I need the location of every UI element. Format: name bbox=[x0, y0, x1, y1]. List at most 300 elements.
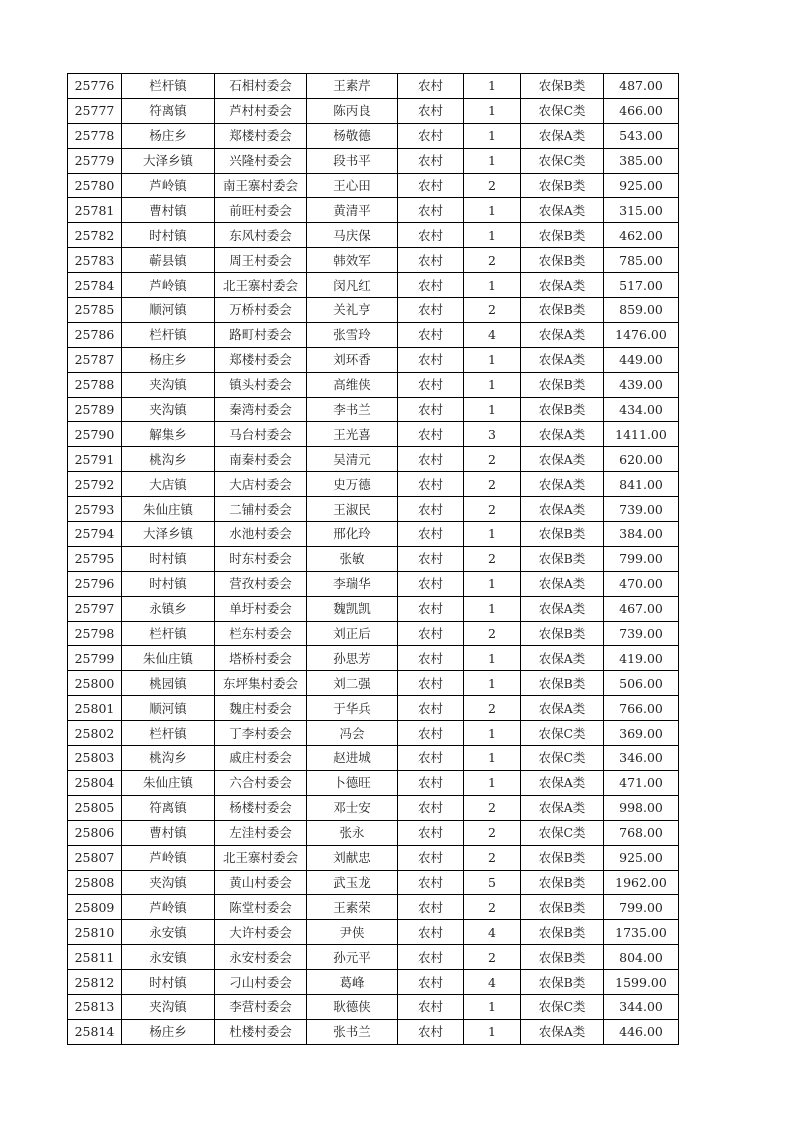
village-committee-cell: 马台村委会 bbox=[215, 422, 307, 447]
town-cell: 朱仙庄镇 bbox=[122, 497, 215, 522]
household-size-cell: 1 bbox=[464, 571, 521, 596]
household-size-cell: 1 bbox=[464, 347, 521, 372]
insurance-category-cell: 农保A类 bbox=[521, 472, 604, 497]
residence-type-cell: 农村 bbox=[398, 696, 464, 721]
amount-cell: 1735.00 bbox=[604, 920, 679, 945]
town-cell: 栏杆镇 bbox=[122, 721, 215, 746]
table-row bbox=[68, 870, 679, 895]
table-row bbox=[68, 845, 679, 870]
residence-type-cell: 农村 bbox=[398, 472, 464, 497]
insurance-category-cell: 农保B类 bbox=[521, 920, 604, 945]
residence-type-cell: 农村 bbox=[398, 422, 464, 447]
household-size-cell: 1 bbox=[464, 522, 521, 547]
town-cell: 符离镇 bbox=[122, 795, 215, 820]
table-row bbox=[68, 596, 679, 621]
town-cell: 杨庄乡 bbox=[122, 123, 215, 148]
household-size-cell: 2 bbox=[464, 945, 521, 970]
residence-type-cell: 农村 bbox=[398, 621, 464, 646]
household-size-cell: 1 bbox=[464, 1019, 521, 1044]
table-row bbox=[68, 322, 679, 347]
insurance-category-cell: 农保B类 bbox=[521, 895, 604, 920]
household-size-cell: 1 bbox=[464, 721, 521, 746]
insurance-category-cell: 农保C类 bbox=[521, 148, 604, 173]
residence-type-cell: 农村 bbox=[398, 746, 464, 771]
household-size-cell: 1 bbox=[464, 596, 521, 621]
village-committee-cell: 单圩村委会 bbox=[215, 596, 307, 621]
insurance-category-cell: 农保A类 bbox=[521, 322, 604, 347]
amount-cell: 466.00 bbox=[604, 98, 679, 123]
table-row bbox=[68, 970, 679, 995]
household-size-cell: 5 bbox=[464, 870, 521, 895]
record-id-cell: 25796 bbox=[68, 571, 122, 596]
amount-cell: 925.00 bbox=[604, 845, 679, 870]
household-size-cell: 1 bbox=[464, 273, 521, 298]
table-row bbox=[68, 920, 679, 945]
insurance-category-cell: 农保A类 bbox=[521, 696, 604, 721]
amount-cell: 467.00 bbox=[604, 596, 679, 621]
town-cell: 永安镇 bbox=[122, 945, 215, 970]
village-committee-cell: 路町村委会 bbox=[215, 322, 307, 347]
person-name-cell: 吴清元 bbox=[307, 447, 398, 472]
residence-type-cell: 农村 bbox=[398, 273, 464, 298]
residence-type-cell: 农村 bbox=[398, 1019, 464, 1044]
person-name-cell: 史万德 bbox=[307, 472, 398, 497]
town-cell: 顺河镇 bbox=[122, 696, 215, 721]
person-name-cell: 黄清平 bbox=[307, 198, 398, 223]
table-row bbox=[68, 497, 679, 522]
town-cell: 芦岭镇 bbox=[122, 845, 215, 870]
town-cell: 大泽乡镇 bbox=[122, 148, 215, 173]
person-name-cell: 冯会 bbox=[307, 721, 398, 746]
record-id-cell: 25797 bbox=[68, 596, 122, 621]
insurance-category-cell: 农保C类 bbox=[521, 98, 604, 123]
person-name-cell: 李书兰 bbox=[307, 397, 398, 422]
amount-cell: 859.00 bbox=[604, 298, 679, 323]
person-name-cell: 武玉龙 bbox=[307, 870, 398, 895]
residence-type-cell: 农村 bbox=[398, 770, 464, 795]
amount-cell: 998.00 bbox=[604, 795, 679, 820]
insurance-category-cell: 农保B类 bbox=[521, 298, 604, 323]
village-committee-cell: 戚庄村委会 bbox=[215, 746, 307, 771]
records-table bbox=[67, 73, 679, 1045]
person-name-cell: 邢化玲 bbox=[307, 522, 398, 547]
table-row bbox=[68, 223, 679, 248]
household-size-cell: 2 bbox=[464, 845, 521, 870]
town-cell: 桃园镇 bbox=[122, 671, 215, 696]
village-committee-cell: 前旺村委会 bbox=[215, 198, 307, 223]
record-id-cell: 25802 bbox=[68, 721, 122, 746]
record-id-cell: 25788 bbox=[68, 372, 122, 397]
amount-cell: 449.00 bbox=[604, 347, 679, 372]
table-row bbox=[68, 721, 679, 746]
amount-cell: 419.00 bbox=[604, 646, 679, 671]
residence-type-cell: 农村 bbox=[398, 994, 464, 1019]
record-id-cell: 25778 bbox=[68, 123, 122, 148]
amount-cell: 315.00 bbox=[604, 198, 679, 223]
insurance-category-cell: 农保A类 bbox=[521, 497, 604, 522]
town-cell: 永安镇 bbox=[122, 920, 215, 945]
person-name-cell: 刘环香 bbox=[307, 347, 398, 372]
record-id-cell: 25798 bbox=[68, 621, 122, 646]
person-name-cell: 高维侠 bbox=[307, 372, 398, 397]
household-size-cell: 4 bbox=[464, 920, 521, 945]
record-id-cell: 25809 bbox=[68, 895, 122, 920]
residence-type-cell: 农村 bbox=[398, 522, 464, 547]
village-committee-cell: 大许村委会 bbox=[215, 920, 307, 945]
table-row bbox=[68, 522, 679, 547]
village-committee-cell: 万桥村委会 bbox=[215, 298, 307, 323]
record-id-cell: 25808 bbox=[68, 870, 122, 895]
household-size-cell: 1 bbox=[464, 123, 521, 148]
insurance-category-cell: 农保A类 bbox=[521, 347, 604, 372]
insurance-category-cell: 农保B类 bbox=[521, 546, 604, 571]
town-cell: 芦岭镇 bbox=[122, 895, 215, 920]
record-id-cell: 25777 bbox=[68, 98, 122, 123]
village-committee-cell: 黄山村委会 bbox=[215, 870, 307, 895]
person-name-cell: 关礼亨 bbox=[307, 298, 398, 323]
residence-type-cell: 农村 bbox=[398, 820, 464, 845]
person-name-cell: 张书兰 bbox=[307, 1019, 398, 1044]
town-cell: 时村镇 bbox=[122, 546, 215, 571]
person-name-cell: 邓士安 bbox=[307, 795, 398, 820]
record-id-cell: 25800 bbox=[68, 671, 122, 696]
town-cell: 时村镇 bbox=[122, 571, 215, 596]
town-cell: 夹沟镇 bbox=[122, 870, 215, 895]
town-cell: 时村镇 bbox=[122, 223, 215, 248]
residence-type-cell: 农村 bbox=[398, 870, 464, 895]
village-committee-cell: 水池村委会 bbox=[215, 522, 307, 547]
residence-type-cell: 农村 bbox=[398, 795, 464, 820]
residence-type-cell: 农村 bbox=[398, 945, 464, 970]
town-cell: 符离镇 bbox=[122, 98, 215, 123]
record-id-cell: 25776 bbox=[68, 74, 122, 99]
household-size-cell: 1 bbox=[464, 98, 521, 123]
table-row bbox=[68, 671, 679, 696]
village-committee-cell: 丁李村委会 bbox=[215, 721, 307, 746]
insurance-category-cell: 农保C类 bbox=[521, 994, 604, 1019]
table-row bbox=[68, 646, 679, 671]
insurance-category-cell: 农保B类 bbox=[521, 248, 604, 273]
amount-cell: 799.00 bbox=[604, 546, 679, 571]
residence-type-cell: 农村 bbox=[398, 845, 464, 870]
residence-type-cell: 农村 bbox=[398, 646, 464, 671]
table-row bbox=[68, 248, 679, 273]
table-row bbox=[68, 795, 679, 820]
household-size-cell: 2 bbox=[464, 895, 521, 920]
insurance-category-cell: 农保B类 bbox=[521, 397, 604, 422]
table-row bbox=[68, 820, 679, 845]
village-committee-cell: 左洼村委会 bbox=[215, 820, 307, 845]
household-size-cell: 4 bbox=[464, 970, 521, 995]
village-committee-cell: 南王寨村委会 bbox=[215, 173, 307, 198]
amount-cell: 799.00 bbox=[604, 895, 679, 920]
village-committee-cell: 时东村委会 bbox=[215, 546, 307, 571]
household-size-cell: 3 bbox=[464, 422, 521, 447]
town-cell: 朱仙庄镇 bbox=[122, 646, 215, 671]
insurance-category-cell: 农保B类 bbox=[521, 845, 604, 870]
household-size-cell: 2 bbox=[464, 173, 521, 198]
residence-type-cell: 农村 bbox=[398, 546, 464, 571]
amount-cell: 739.00 bbox=[604, 497, 679, 522]
residence-type-cell: 农村 bbox=[398, 98, 464, 123]
amount-cell: 344.00 bbox=[604, 994, 679, 1019]
person-name-cell: 段书平 bbox=[307, 148, 398, 173]
household-size-cell: 2 bbox=[464, 621, 521, 646]
residence-type-cell: 农村 bbox=[398, 596, 464, 621]
person-name-cell: 王心田 bbox=[307, 173, 398, 198]
household-size-cell: 1 bbox=[464, 994, 521, 1019]
amount-cell: 925.00 bbox=[604, 173, 679, 198]
table-row bbox=[68, 123, 679, 148]
amount-cell: 1599.00 bbox=[604, 970, 679, 995]
table-row bbox=[68, 1019, 679, 1044]
person-name-cell: 张雪玲 bbox=[307, 322, 398, 347]
town-cell: 芦岭镇 bbox=[122, 173, 215, 198]
table-row bbox=[68, 347, 679, 372]
amount-cell: 369.00 bbox=[604, 721, 679, 746]
village-committee-cell: 塔桥村委会 bbox=[215, 646, 307, 671]
town-cell: 时村镇 bbox=[122, 970, 215, 995]
residence-type-cell: 农村 bbox=[398, 497, 464, 522]
village-committee-cell: 杨楼村委会 bbox=[215, 795, 307, 820]
town-cell: 朱仙庄镇 bbox=[122, 770, 215, 795]
household-size-cell: 1 bbox=[464, 198, 521, 223]
residence-type-cell: 农村 bbox=[398, 198, 464, 223]
table-row bbox=[68, 422, 679, 447]
village-committee-cell: 大店村委会 bbox=[215, 472, 307, 497]
residence-type-cell: 农村 bbox=[398, 571, 464, 596]
amount-cell: 841.00 bbox=[604, 472, 679, 497]
village-committee-cell: 二铺村委会 bbox=[215, 497, 307, 522]
village-committee-cell: 秦湾村委会 bbox=[215, 397, 307, 422]
insurance-category-cell: 农保B类 bbox=[521, 671, 604, 696]
household-size-cell: 1 bbox=[464, 397, 521, 422]
residence-type-cell: 农村 bbox=[398, 447, 464, 472]
village-committee-cell: 杜楼村委会 bbox=[215, 1019, 307, 1044]
household-size-cell: 1 bbox=[464, 671, 521, 696]
town-cell: 栏杆镇 bbox=[122, 621, 215, 646]
record-id-cell: 25804 bbox=[68, 770, 122, 795]
person-name-cell: 马庆保 bbox=[307, 223, 398, 248]
insurance-category-cell: 农保A类 bbox=[521, 273, 604, 298]
person-name-cell: 闵凡红 bbox=[307, 273, 398, 298]
amount-cell: 385.00 bbox=[604, 148, 679, 173]
record-id-cell: 25786 bbox=[68, 322, 122, 347]
village-committee-cell: 镇头村委会 bbox=[215, 372, 307, 397]
residence-type-cell: 农村 bbox=[398, 920, 464, 945]
amount-cell: 766.00 bbox=[604, 696, 679, 721]
record-id-cell: 25785 bbox=[68, 298, 122, 323]
person-name-cell: 王淑民 bbox=[307, 497, 398, 522]
household-size-cell: 2 bbox=[464, 696, 521, 721]
insurance-category-cell: 农保B类 bbox=[521, 173, 604, 198]
household-size-cell: 2 bbox=[464, 472, 521, 497]
insurance-category-cell: 农保B类 bbox=[521, 522, 604, 547]
record-id-cell: 25806 bbox=[68, 820, 122, 845]
table-row bbox=[68, 372, 679, 397]
amount-cell: 804.00 bbox=[604, 945, 679, 970]
household-size-cell: 2 bbox=[464, 447, 521, 472]
town-cell: 杨庄乡 bbox=[122, 1019, 215, 1044]
residence-type-cell: 农村 bbox=[398, 372, 464, 397]
household-size-cell: 1 bbox=[464, 148, 521, 173]
amount-cell: 1962.00 bbox=[604, 870, 679, 895]
household-size-cell: 1 bbox=[464, 223, 521, 248]
town-cell: 夹沟镇 bbox=[122, 372, 215, 397]
amount-cell: 1476.00 bbox=[604, 322, 679, 347]
village-committee-cell: 魏庄村委会 bbox=[215, 696, 307, 721]
town-cell: 桃沟乡 bbox=[122, 447, 215, 472]
table-row bbox=[68, 298, 679, 323]
village-committee-cell: 陈堂村委会 bbox=[215, 895, 307, 920]
insurance-category-cell: 农保B类 bbox=[521, 74, 604, 99]
insurance-category-cell: 农保A类 bbox=[521, 646, 604, 671]
town-cell: 夹沟镇 bbox=[122, 397, 215, 422]
village-committee-cell: 周王村委会 bbox=[215, 248, 307, 273]
person-name-cell: 刘献忠 bbox=[307, 845, 398, 870]
insurance-category-cell: 农保A类 bbox=[521, 422, 604, 447]
amount-cell: 487.00 bbox=[604, 74, 679, 99]
village-committee-cell: 六合村委会 bbox=[215, 770, 307, 795]
village-committee-cell: 南秦村委会 bbox=[215, 447, 307, 472]
person-name-cell: 赵进城 bbox=[307, 746, 398, 771]
record-id-cell: 25794 bbox=[68, 522, 122, 547]
town-cell: 大泽乡镇 bbox=[122, 522, 215, 547]
town-cell: 蕲县镇 bbox=[122, 248, 215, 273]
amount-cell: 506.00 bbox=[604, 671, 679, 696]
insurance-category-cell: 农保B类 bbox=[521, 223, 604, 248]
person-name-cell: 王光喜 bbox=[307, 422, 398, 447]
amount-cell: 384.00 bbox=[604, 522, 679, 547]
record-id-cell: 25807 bbox=[68, 845, 122, 870]
household-size-cell: 1 bbox=[464, 746, 521, 771]
insurance-category-cell: 农保B类 bbox=[521, 621, 604, 646]
insurance-category-cell: 农保B类 bbox=[521, 945, 604, 970]
record-id-cell: 25793 bbox=[68, 497, 122, 522]
table-row bbox=[68, 148, 679, 173]
insurance-category-cell: 农保A类 bbox=[521, 1019, 604, 1044]
town-cell: 永镇乡 bbox=[122, 596, 215, 621]
record-id-cell: 25781 bbox=[68, 198, 122, 223]
amount-cell: 785.00 bbox=[604, 248, 679, 273]
town-cell: 大店镇 bbox=[122, 472, 215, 497]
household-size-cell: 1 bbox=[464, 74, 521, 99]
town-cell: 栏杆镇 bbox=[122, 322, 215, 347]
insurance-category-cell: 农保C类 bbox=[521, 820, 604, 845]
insurance-category-cell: 农保B类 bbox=[521, 970, 604, 995]
village-committee-cell: 北王寨村委会 bbox=[215, 845, 307, 870]
town-cell: 曹村镇 bbox=[122, 198, 215, 223]
insurance-category-cell: 农保A类 bbox=[521, 447, 604, 472]
residence-type-cell: 农村 bbox=[398, 298, 464, 323]
record-id-cell: 25811 bbox=[68, 945, 122, 970]
amount-cell: 768.00 bbox=[604, 820, 679, 845]
table-row bbox=[68, 770, 679, 795]
insurance-category-cell: 农保A类 bbox=[521, 795, 604, 820]
residence-type-cell: 农村 bbox=[398, 223, 464, 248]
record-id-cell: 25795 bbox=[68, 546, 122, 571]
table-row bbox=[68, 895, 679, 920]
household-size-cell: 1 bbox=[464, 646, 521, 671]
insurance-category-cell: 农保A类 bbox=[521, 198, 604, 223]
person-name-cell: 孙思芳 bbox=[307, 646, 398, 671]
village-committee-cell: 石相村委会 bbox=[215, 74, 307, 99]
village-committee-cell: 刁山村委会 bbox=[215, 970, 307, 995]
record-id-cell: 25801 bbox=[68, 696, 122, 721]
person-name-cell: 尹侠 bbox=[307, 920, 398, 945]
insurance-category-cell: 农保C类 bbox=[521, 721, 604, 746]
village-committee-cell: 东风村委会 bbox=[215, 223, 307, 248]
town-cell: 桃沟乡 bbox=[122, 746, 215, 771]
residence-type-cell: 农村 bbox=[398, 671, 464, 696]
town-cell: 解集乡 bbox=[122, 422, 215, 447]
village-committee-cell: 郑楼村委会 bbox=[215, 347, 307, 372]
person-name-cell: 葛峰 bbox=[307, 970, 398, 995]
insurance-category-cell: 农保B类 bbox=[521, 870, 604, 895]
record-id-cell: 25799 bbox=[68, 646, 122, 671]
person-name-cell: 陈丙良 bbox=[307, 98, 398, 123]
village-committee-cell: 郑楼村委会 bbox=[215, 123, 307, 148]
amount-cell: 543.00 bbox=[604, 123, 679, 148]
village-committee-cell: 营孜村委会 bbox=[215, 571, 307, 596]
household-size-cell: 2 bbox=[464, 497, 521, 522]
person-name-cell: 韩效军 bbox=[307, 248, 398, 273]
person-name-cell: 王素芹 bbox=[307, 74, 398, 99]
person-name-cell: 张永 bbox=[307, 820, 398, 845]
record-id-cell: 25780 bbox=[68, 173, 122, 198]
record-id-cell: 25783 bbox=[68, 248, 122, 273]
amount-cell: 462.00 bbox=[604, 223, 679, 248]
table-row bbox=[68, 98, 679, 123]
table-row bbox=[68, 447, 679, 472]
household-size-cell: 2 bbox=[464, 298, 521, 323]
village-committee-cell: 兴隆村委会 bbox=[215, 148, 307, 173]
person-name-cell: 耿德侠 bbox=[307, 994, 398, 1019]
residence-type-cell: 农村 bbox=[398, 322, 464, 347]
household-size-cell: 1 bbox=[464, 770, 521, 795]
record-id-cell: 25790 bbox=[68, 422, 122, 447]
village-committee-cell: 李营村委会 bbox=[215, 994, 307, 1019]
person-name-cell: 张敏 bbox=[307, 546, 398, 571]
table-row bbox=[68, 74, 679, 99]
person-name-cell: 刘二强 bbox=[307, 671, 398, 696]
household-size-cell: 4 bbox=[464, 322, 521, 347]
household-size-cell: 2 bbox=[464, 546, 521, 571]
person-name-cell: 魏凯凯 bbox=[307, 596, 398, 621]
record-id-cell: 25779 bbox=[68, 148, 122, 173]
residence-type-cell: 农村 bbox=[398, 248, 464, 273]
amount-cell: 470.00 bbox=[604, 571, 679, 596]
table-row bbox=[68, 472, 679, 497]
table-row bbox=[68, 546, 679, 571]
amount-cell: 471.00 bbox=[604, 770, 679, 795]
table-row bbox=[68, 397, 679, 422]
table-row bbox=[68, 746, 679, 771]
residence-type-cell: 农村 bbox=[398, 397, 464, 422]
insurance-category-cell: 农保C类 bbox=[521, 746, 604, 771]
person-name-cell: 王素荣 bbox=[307, 895, 398, 920]
residence-type-cell: 农村 bbox=[398, 148, 464, 173]
record-id-cell: 25792 bbox=[68, 472, 122, 497]
village-committee-cell: 北王寨村委会 bbox=[215, 273, 307, 298]
village-committee-cell: 芦村村委会 bbox=[215, 98, 307, 123]
table-row bbox=[68, 173, 679, 198]
table-row bbox=[68, 571, 679, 596]
village-committee-cell: 东坪集村委会 bbox=[215, 671, 307, 696]
amount-cell: 517.00 bbox=[604, 273, 679, 298]
village-committee-cell: 永安村委会 bbox=[215, 945, 307, 970]
residence-type-cell: 农村 bbox=[398, 347, 464, 372]
